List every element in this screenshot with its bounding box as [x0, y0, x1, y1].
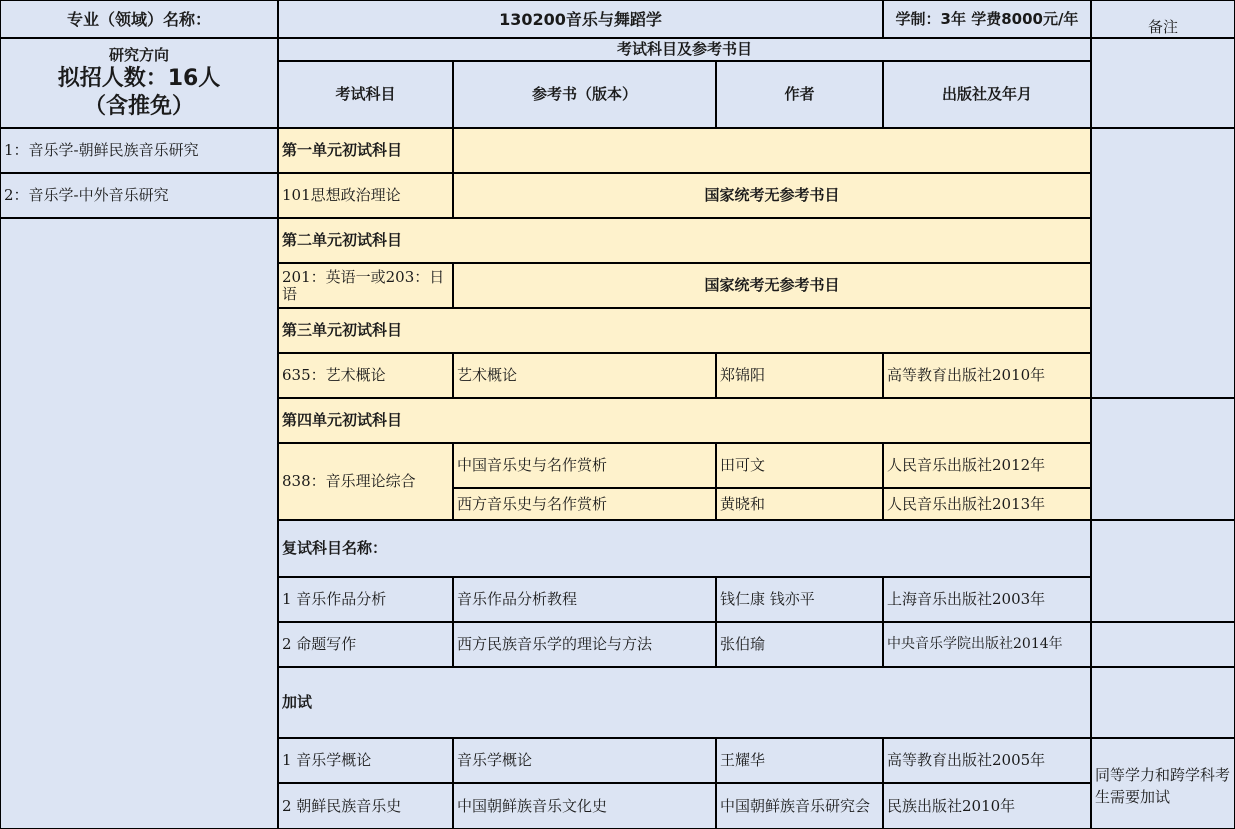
english-note: 国家统考无参考书目 [453, 263, 1091, 308]
grid-line [716, 488, 717, 520]
music-theory-subject: 838：音乐理论综合 [278, 443, 453, 520]
art-author: 郑锦阳 [716, 353, 883, 398]
grid-line [883, 783, 1091, 784]
grid-line [453, 738, 454, 783]
remark-cell [1091, 667, 1235, 738]
retest-subject: 2 命题写作 [278, 622, 453, 667]
grid-line [716, 783, 883, 784]
grid-line [453, 173, 454, 218]
retest-publisher: 上海音乐出版社2003年 [883, 577, 1091, 622]
direction-header [0, 38, 278, 128]
music-theory-book: 西方音乐史与名作赏析 [453, 488, 716, 520]
duration-fee: 学制：3年 学费8000元/年 [883, 0, 1091, 38]
politics-subject: 101思想政治理论 [278, 173, 453, 218]
grid-line [278, 263, 453, 264]
exam-group-header: 考试科目及参考书目 [278, 38, 1091, 61]
music-theory-publisher: 人民音乐出版社2012年 [883, 443, 1091, 488]
unit-4-title: 第四单元初试科目 [278, 398, 1091, 443]
extra-remark: 同等学力和跨学科考生需要加试 [1091, 738, 1235, 829]
grid-line [278, 738, 279, 783]
grid-line [453, 128, 454, 173]
grid-line [453, 61, 454, 128]
grid-line [1091, 738, 1235, 739]
grid-line [883, 353, 884, 398]
grid-line [883, 61, 884, 128]
grid-line [1091, 667, 1092, 738]
grid-line [278, 61, 453, 62]
grid-line [278, 667, 279, 738]
grid-line [278, 667, 1091, 668]
grid-line [453, 488, 454, 520]
extra-author: 王耀华 [716, 738, 883, 783]
grid-line [0, 173, 278, 174]
grid-line [278, 61, 279, 128]
grid-line [883, 577, 1091, 578]
grid-line [453, 622, 454, 667]
grid-line [1091, 520, 1092, 622]
grid-line [278, 173, 279, 218]
grid-line [716, 577, 883, 578]
grid-line [1091, 38, 1235, 39]
grid-line [278, 577, 453, 578]
grid-line [0, 38, 1, 128]
grid-line [278, 520, 1091, 521]
grid-line [278, 520, 279, 577]
grid-line [278, 783, 453, 784]
grid-line [278, 0, 279, 38]
retest-book: 音乐作品分析教程 [453, 577, 716, 622]
grid-line [883, 353, 1091, 354]
grid-line [453, 173, 1091, 174]
grid-line [716, 353, 883, 354]
grid-line [1091, 0, 1235, 1]
grid-line [453, 263, 1091, 264]
remark-cell [1091, 38, 1235, 128]
extra-subject: 1 音乐学概论 [278, 738, 453, 783]
grid-line [278, 128, 453, 129]
grid-line [278, 577, 279, 622]
enroll-note: （含推免） [83, 94, 194, 119]
grid-line [716, 577, 717, 622]
grid-line [0, 173, 1, 218]
grid-line [278, 308, 1091, 309]
grid-line [278, 263, 279, 308]
grid-line [0, 218, 1, 829]
grid-line [278, 0, 883, 1]
grid-line [883, 0, 884, 38]
grid-line [453, 443, 716, 444]
grid-line [0, 0, 278, 1]
grid-line [883, 783, 884, 829]
grid-line [716, 622, 883, 623]
major-name: 130200音乐与舞蹈学 [278, 0, 883, 38]
grid-line [453, 577, 454, 622]
remark-cell [1091, 398, 1235, 520]
retest-author: 钱仁康 钱亦平 [716, 577, 883, 622]
grid-line [716, 443, 717, 488]
grid-line [1091, 622, 1092, 667]
grid-line [453, 783, 454, 829]
grid-line [278, 308, 279, 353]
grid-line [1091, 667, 1235, 668]
music-theory-author: 田可文 [716, 443, 883, 488]
grid-line [0, 218, 278, 219]
grid-line [1091, 128, 1235, 129]
grid-line [883, 488, 884, 520]
col-subject: 考试科目 [278, 61, 453, 128]
grid-line [716, 783, 717, 829]
remarks-label: 备注 [1091, 0, 1235, 38]
col-book: 参考书（版本） [453, 61, 716, 128]
grid-line [716, 443, 883, 444]
grid-line [278, 622, 453, 623]
unit-3-title: 第三单元初试科目 [278, 308, 1091, 353]
music-theory-author: 黄晓和 [716, 488, 883, 520]
grid-line [716, 738, 717, 783]
unit-2-title: 第二单元初试科目 [278, 218, 1091, 263]
major-label: 专业（领域）名称： [0, 0, 278, 38]
remark-cell [1091, 622, 1235, 667]
extra-book: 音乐学概论 [453, 738, 716, 783]
grid-line [883, 488, 1091, 489]
music-theory-book: 中国音乐史与名作赏析 [453, 443, 716, 488]
grid-line [453, 738, 716, 739]
grid-line [0, 128, 1, 173]
grid-line [883, 443, 884, 488]
grid-line [453, 128, 1091, 129]
grid-line [716, 738, 883, 739]
extra-title: 加试 [278, 667, 1091, 738]
grid-line [278, 622, 279, 667]
grid-line [453, 783, 716, 784]
grid-line [883, 0, 1091, 1]
grid-line [883, 577, 884, 622]
grid-line [0, 0, 1, 38]
col-author: 作者 [716, 61, 883, 128]
grid-line [1091, 0, 1092, 38]
grid-line [278, 218, 279, 263]
grid-line [278, 353, 453, 354]
grid-line [883, 61, 1091, 62]
music-theory-publisher: 人民音乐出版社2013年 [883, 488, 1091, 520]
grid-line [716, 622, 717, 667]
direction-item: 2：音乐学-中外音乐研究 [0, 173, 278, 218]
grid-line [278, 218, 1091, 219]
grid-line [1091, 738, 1092, 829]
remark-cell [1091, 520, 1235, 622]
extra-author: 中国朝鲜族音乐研究会 [716, 783, 883, 829]
direction-empty [0, 218, 278, 829]
extra-subject: 2 朝鲜民族音乐史 [278, 783, 453, 829]
grid-line [1091, 398, 1235, 399]
grid-line [278, 38, 279, 61]
direction-item: 1：音乐学-朝鲜民族音乐研究 [0, 128, 278, 173]
retest-publisher: 中央音乐学院出版社2014年 [883, 622, 1091, 667]
grid-line [278, 128, 279, 173]
grid-line [278, 443, 453, 444]
grid-line [453, 443, 454, 488]
direction-title: 研究方向 [108, 46, 169, 64]
grid-line [0, 38, 278, 39]
retest-author: 张伯瑜 [716, 622, 883, 667]
grid-line [278, 398, 279, 443]
grid-line [716, 61, 717, 128]
grid-line [453, 61, 716, 62]
extra-book: 中国朝鲜族音乐文化史 [453, 783, 716, 829]
grid-line [453, 622, 716, 623]
grid-line [278, 443, 279, 520]
art-subject: 635：艺术概论 [278, 353, 453, 398]
col-publisher: 出版社及年月 [883, 61, 1091, 128]
art-publisher: 高等教育出版社2010年 [883, 353, 1091, 398]
grid-line [453, 353, 454, 398]
grid-line [278, 38, 1091, 39]
grid-line [716, 61, 883, 62]
remark-cell [1091, 128, 1235, 398]
extra-publisher: 民族出版社2010年 [883, 783, 1091, 829]
unit-1-title: 第一单元初试科目 [278, 128, 453, 173]
grid-line [1091, 398, 1092, 520]
grid-line [883, 738, 884, 783]
grid-line [278, 353, 279, 398]
grid-line [278, 783, 279, 829]
grid-line [278, 173, 453, 174]
grid-line [0, 128, 278, 129]
grid-line [453, 353, 716, 354]
retest-book: 西方民族音乐学的理论与方法 [453, 622, 716, 667]
politics-note: 国家统考无参考书目 [453, 173, 1091, 218]
grid-line [883, 738, 1091, 739]
retest-subject: 1 音乐作品分析 [278, 577, 453, 622]
unit-1-fill [453, 128, 1091, 173]
grid-line [1091, 128, 1092, 398]
grid-line [453, 577, 716, 578]
retest-title: 复试科目名称： [278, 520, 1091, 577]
grid-line [716, 353, 717, 398]
grid-line [453, 263, 454, 308]
grid-line [278, 738, 453, 739]
english-subject: 201：英语一或203：日语 [278, 263, 453, 308]
enroll-count: 拟招人数：16人 [57, 66, 221, 91]
art-book: 艺术概论 [453, 353, 716, 398]
grid-line [1091, 38, 1092, 128]
grid-line [883, 443, 1091, 444]
grid-line [883, 622, 1091, 623]
grid-line [716, 488, 883, 489]
grid-line [1091, 520, 1235, 521]
grid-line [1091, 622, 1235, 623]
grid-line [278, 398, 1091, 399]
grid-line [453, 488, 716, 489]
extra-publisher: 高等教育出版社2005年 [883, 738, 1091, 783]
grid-line [883, 622, 884, 667]
